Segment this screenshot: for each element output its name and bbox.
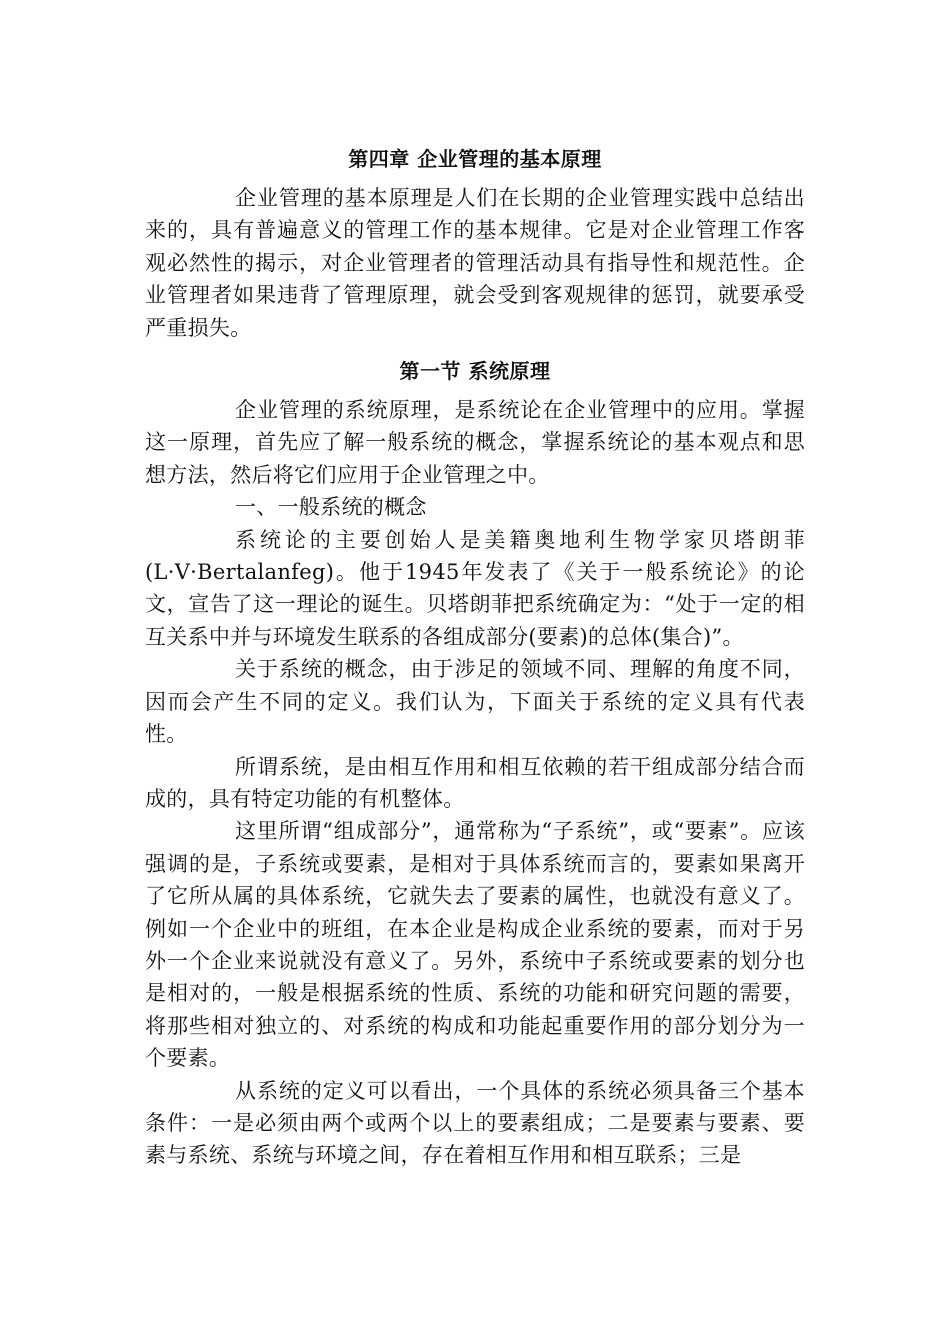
- body-paragraph: 从系统的定义可以看出，一个具体的系统必须具备三个基本条件：一是必须由两个或两个以上的要素组成；二是要素与要素、要素与系统、系统与环境之间，存在着相互作用和相互联系；三是: [145, 1078, 805, 1168]
- intro-paragraph: 企业管理的基本原理是人们在长期的企业管理实践中总结出来的，具有普遍意义的管理工作的基本规律。它是对企业管理工作客观必然性的揭示，对企业管理者的管理活动具有指导性和规范性。企业管理者如果违背了管理原理，就会受到客观规律的惩罚，就要承受严重损失。: [145, 186, 805, 340]
- body-paragraph: 企业管理的系统原理，是系统论在企业管理中的应用。掌握这一原理，首先应了解一般系统的概念，掌握系统论的基本观点和思想方法，然后将它们应用于企业管理之中。: [145, 398, 805, 487]
- section-title: 第一节 系统原理: [399, 359, 551, 384]
- document-page: [145, 140, 805, 1172]
- body-paragraph: 这里所谓“组成部分”，通常称为“子系统”，或“要素”。应该强调的是，子系统或要素，是相对于具体系统而言的，要素如果离开了它所从属的具体系统，它就失去了要素的属性，也就没有意义了。例如一个企业中的班组，在本企业是构成企业系统的要素，而对于另外一个企业来说就没有意义了。另外，系统中子系统或要素的划分也是相对的，一般是根据系统的性质、系统的功能和研究问题的需要，将那些相对独立的、对系统的构成和功能起重要作用的部分划分为一个要素。: [145, 819, 805, 1071]
- body-paragraph: 关于系统的概念，由于涉足的领域不同、理解的角度不同，因而会产生不同的定义。我们认为，下面关于系统的定义具有代表性。: [145, 657, 805, 747]
- body-paragraph: 系统论的主要创始人是美籍奥地利生物学家贝塔朗菲(L·V·Bertalanfeg)。他于1945年发表了《关于一般系统论》的论文，宣告了这一理论的诞生。贝塔朗菲把系统确定为：“处于一定的相互关系中并与环境发生联系的各组成部分(要素)的总体(集合)”。: [145, 527, 805, 649]
- subsection-heading: 一、一般系统的概念: [235, 495, 427, 520]
- body-paragraph: 所谓系统，是由相互作用和相互依赖的若干组成部分结合而成的，具有特定功能的有机整体。: [145, 754, 805, 811]
- chapter-title: 第四章 企业管理的基本原理: [348, 147, 602, 171]
